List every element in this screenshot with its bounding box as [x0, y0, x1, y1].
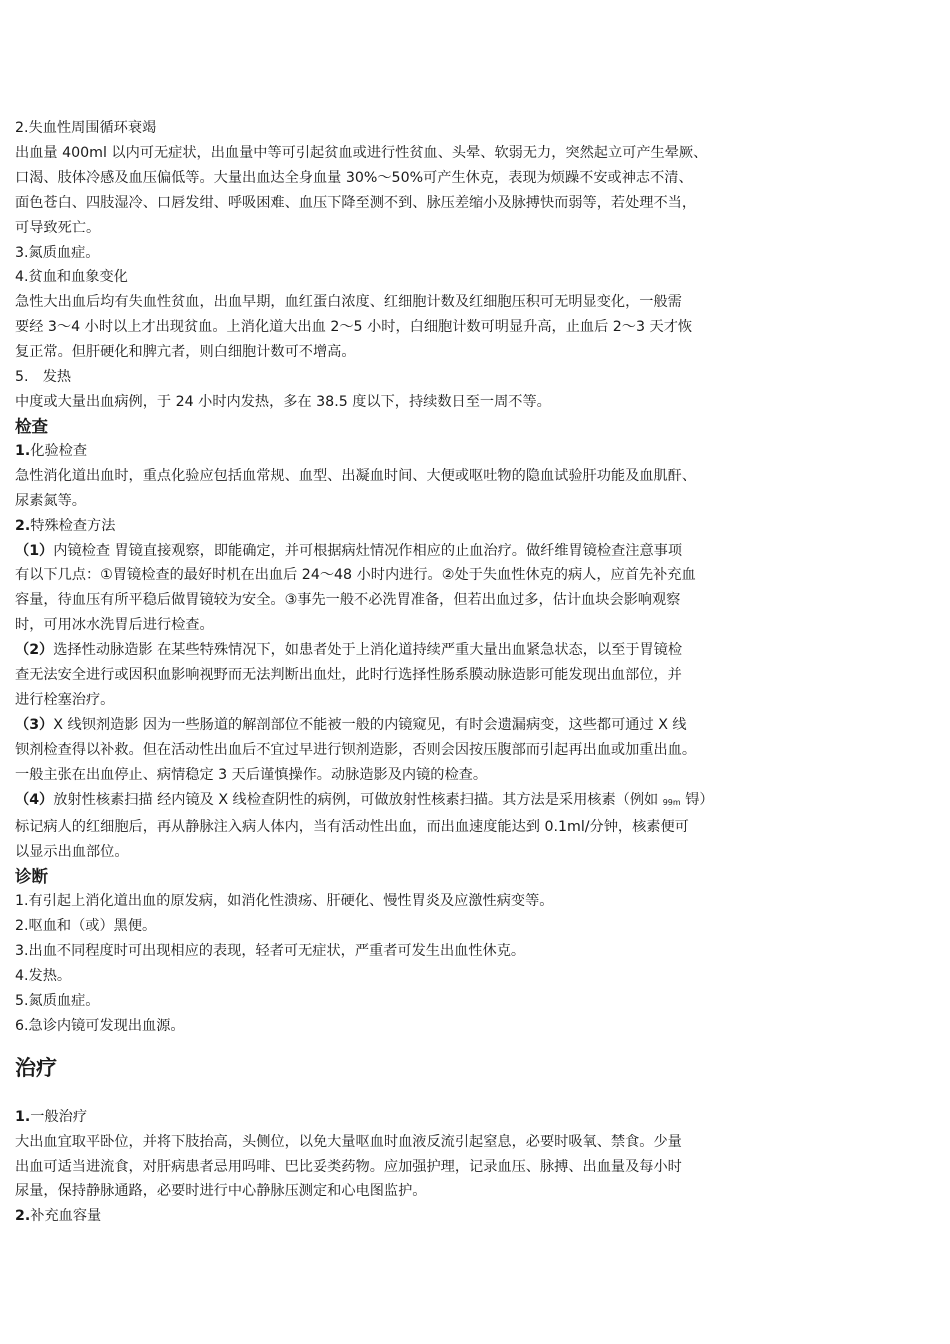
list-item: 2.呕血和（或）黑便。 — [15, 918, 157, 935]
paragraph-line: 口渴、肢体冷感及血压偏低等。大量出血达全身血量 30%～50%可产生休克，表现为烦躁不安或神志不清、 — [15, 169, 693, 186]
heading-number: 1. — [15, 442, 31, 459]
paragraph-line: 尿素氮等。 — [15, 492, 86, 509]
item-number: （4） — [15, 791, 54, 808]
paragraph-line: 急性消化道出血时，重点化验应包括血常规、血型、出凝血时间、大便或呕吐物的隐血试验肝功能及血肌酐、 — [15, 467, 697, 484]
subsection-heading — [15, 514, 810, 539]
item-number: （2） — [15, 642, 54, 659]
paragraph-line: 中度或大量出血病例，于 24 小时内发热，多在 38.5 度以下，持续数日至一周不等。 — [15, 393, 551, 410]
heading-text: 一般治疗 — [30, 1108, 88, 1125]
diagnosis-section — [15, 865, 810, 1038]
paragraph-line: 复正常。但肝硬化和脾亢者，则白细胞计数可不增高。 — [15, 344, 356, 361]
item-text: 内镜检查 胃镜直接观察，即能确定，并可根据病灶情况作相应的止血治疗。做纤维胃镜检查注意事项 — [53, 542, 683, 559]
list-item: 6.急诊内镜可发现出血源。 — [15, 1017, 185, 1034]
paragraph-line: 急性大出血后均有失血性贫血，出血早期，血红蛋白浓度、红细胞计数及红细胞压积可无明显变化，一般需 — [15, 294, 682, 311]
isotope-subscript: 99m — [662, 797, 681, 807]
section-title: 诊断 — [15, 867, 48, 887]
paragraph-line: 面色苍白、四肢湿冷、口唇发绀、呼吸困难、血压下降至测不到、脉压差缩小及脉搏快而弱等，若处理不当， — [15, 194, 697, 211]
subsection-heading — [15, 1105, 810, 1130]
heading-number: 2. — [15, 517, 31, 534]
paragraph-line: 以显示出血部位。 — [15, 844, 129, 861]
paragraph-line: 要经 3～4 小时以上才出现贫血。上消化道大出血 2～5 小时，白细胞计数可明显升高，止血后 2～3 天才恢 — [15, 319, 693, 336]
paragraph-line: 出血可适当进流食，对肝病患者忌用吗啡、巴比妥类药物。应加强护理，记录血压、脉搏、出血量及每小时 — [15, 1158, 682, 1175]
heading-number: 2. — [15, 1208, 31, 1225]
paragraph-line: 时，可用冰水洗胃后进行检查。 — [15, 617, 214, 634]
list-item: 4.发热。 — [15, 968, 72, 984]
paragraph-line: 大出血宜取平卧位，并将下肢抬高，头侧位，以免大量呕血时血液反流引起窒息，必要时吸氧、禁食。少量 — [15, 1133, 682, 1150]
item-text: 选择性动脉造影 在某些特殊情况下，如患者处于上消化道持续严重大量出血紧急状态，以至于胃镜检 — [53, 642, 683, 659]
paragraph-line: 进行栓塞治疗。 — [15, 691, 115, 708]
subsection-heading — [15, 439, 810, 464]
section-title: 治疗 — [15, 1055, 57, 1080]
anemia-section — [15, 265, 810, 365]
paragraph-line: 出血量 400ml 以内可无症状，出血量中等可引起贫血或进行性贫血、头晕、软弱无力，突然起立可产生晕厥、 — [15, 144, 708, 161]
endoscopy-line — [15, 539, 810, 564]
item-number: （3） — [15, 716, 54, 733]
item-text: 放射性核素扫描 经内镜及 X 线检查阴性的病例，可做放射性核素扫描。其方法是采用核素（例如 — [53, 791, 663, 808]
treatment-section — [15, 1053, 810, 1230]
subsection-heading — [15, 1204, 810, 1229]
section-heading: 2.失血性周围循环衰竭 — [15, 120, 157, 136]
barium-line — [15, 713, 810, 738]
item-text: X 线钡剂造影 因为一些肠道的解剖部位不能被一般的内镜窥见，有时会遗漏病变，这些都可通过 X 线 — [53, 716, 687, 733]
section-heading: 4.贫血和血象变化 — [15, 269, 128, 286]
section-title: 检查 — [15, 416, 48, 436]
list-item: 1.有引起上消化道出血的原发病，如消化性溃疡、肝硬化、慢性胃炎及应激性病变等。 — [15, 893, 554, 910]
paragraph-line: 一般主张在出血停止、病情稳定 3 天后谨慎操作。动脉造影及内镜的检查。 — [15, 766, 488, 783]
paragraph-line: 钡剂检查得以补救。但在活动性出血后不宜过早进行钡剂造影，否则会因按压腹部而引起再出血或加重出血。 — [15, 741, 697, 758]
paragraph-line: 有以下几点：①胃镜检查的最好时机在出血后 24～48 小时内进行。②处于失血性休克的病人，应首先补充血 — [15, 567, 696, 584]
item-number: （1） — [15, 542, 54, 559]
paragraph-line: 尿量，保持静脉通路，必要时进行中心静脉压测定和心电图监护。 — [15, 1183, 427, 1200]
paragraph-line: 容量，待血压有所平稳后做胃镜较为安全。③事先一般不必洗胃准备，但若出血过多，估计血块会影响观察 — [15, 592, 681, 609]
heading-text: 特殊检查方法 — [30, 517, 116, 534]
heading-text: 补充血容量 — [30, 1208, 102, 1225]
paragraph-line: 标记病人的红细胞后，再从静脉注入病人体内，当有活动性出血，而出血速度能达到 0.1ml/分钟，核素便可 — [15, 819, 689, 836]
exam-section — [15, 415, 810, 865]
list-item: 5.氮质血症。 — [15, 992, 100, 1009]
angiography-line — [15, 638, 810, 663]
shock-section — [15, 116, 810, 241]
azotemia-item: 3.氮质血症。 — [15, 244, 100, 261]
heading-text: 化验检查 — [30, 442, 88, 459]
nuclide-line — [15, 788, 810, 816]
section-heading: 5. 发热 — [15, 369, 72, 386]
paragraph-line: 查无法安全进行或因积血影响视野而无法判断出血灶，此时行选择性肠系膜动脉造影可能发现出血部位，并 — [15, 667, 682, 684]
item-text: 锝） — [680, 791, 714, 808]
heading-number: 1. — [15, 1108, 31, 1125]
paragraph-line: 可导致死亡。 — [15, 219, 101, 236]
fever-section — [15, 365, 810, 415]
list-item: 3.出血不同程度时可出现相应的表现，轻者可无症状，严重者可发生出血性休克。 — [15, 943, 526, 960]
document-page — [15, 116, 810, 1229]
